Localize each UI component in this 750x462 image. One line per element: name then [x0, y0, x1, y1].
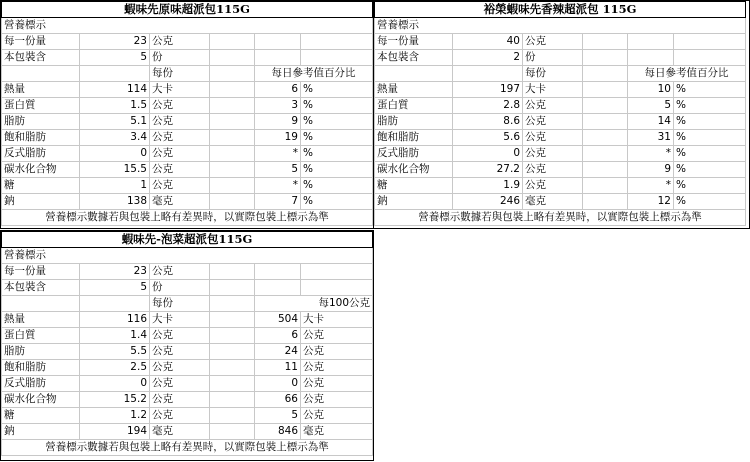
- nutrition-panel-spicy: [374, 1, 746, 226]
- col-per-serving: 每份: [150, 66, 210, 82]
- serving-value: 40: [453, 34, 523, 50]
- footnote: 營養標示數據若與包裝上略有差異時，以實際包裝上標示為準: [2, 440, 373, 456]
- table-row: 蛋白質 2.8 公克 5 %: [375, 98, 746, 114]
- footnote: 營養標示數據若與包裝上略有差異時，以實際包裝上標示為準: [375, 210, 746, 226]
- table-row: 碳水化合物 15.5 公克 5 %: [2, 162, 373, 178]
- table-row: 碳水化合物 27.2 公克 9 %: [375, 162, 746, 178]
- table-title: 蝦味先原味超派包115G: [2, 2, 373, 18]
- table-row: 脂肪 5.1 公克 9 %: [2, 114, 373, 130]
- nutrition-table: [1, 231, 373, 456]
- table-row: 脂肪 8.6 公克 14 %: [375, 114, 746, 130]
- serving-unit: 公克: [150, 34, 210, 50]
- table-title: 裕榮蝦味先香辣超派包 115G: [375, 2, 746, 18]
- serving-label: 每一份量: [2, 264, 80, 280]
- serving-unit: 公克: [523, 34, 583, 50]
- section-heading: 營養標示: [2, 18, 373, 34]
- section-heading: 營養標示: [375, 18, 746, 34]
- servings-unit: 份: [523, 50, 583, 66]
- table-row: 糖 1.9 公克 * %: [375, 178, 746, 194]
- servings-value: 5: [80, 280, 150, 296]
- col-reference: 每100公克: [255, 296, 373, 312]
- servings-value: 2: [453, 50, 523, 66]
- nutrition-table: [1, 1, 373, 226]
- table-row: 熱量 116 大卡 504 大卡: [2, 312, 373, 328]
- servings-label: 本包裝含: [2, 50, 80, 66]
- serving-value: 23: [80, 34, 150, 50]
- servings-value: 5: [80, 50, 150, 66]
- table-row: 糖 1 公克 * %: [2, 178, 373, 194]
- table-row: 反式脂肪 0 公克 0 公克: [2, 376, 373, 392]
- serving-label: 每一份量: [375, 34, 453, 50]
- servings-label: 本包裝含: [375, 50, 453, 66]
- section-heading: 營養標示: [2, 248, 373, 264]
- table-row: 飽和脂肪 3.4 公克 19 %: [2, 130, 373, 146]
- col-reference: 每日參考值百分比: [255, 66, 373, 82]
- table-row: 熱量 114 大卡 6 %: [2, 82, 373, 98]
- serving-value: 23: [80, 264, 150, 280]
- nutrition-panel-original: [1, 1, 373, 226]
- table-row: 反式脂肪 0 公克 * %: [2, 146, 373, 162]
- table-row: 碳水化合物 15.2 公克 66 公克: [2, 392, 373, 408]
- footnote: 營養標示數據若與包裝上略有差異時，以實際包裝上標示為準: [2, 210, 373, 226]
- table-row: 脂肪 5.5 公克 24 公克: [2, 344, 373, 360]
- nutrition-table: [374, 1, 746, 226]
- col-reference: 每日參考值百分比: [628, 66, 746, 82]
- table-row: 反式脂肪 0 公克 * %: [375, 146, 746, 162]
- table-row: 飽和脂肪 2.5 公克 11 公克: [2, 360, 373, 376]
- table-row: 糖 1.2 公克 5 公克: [2, 408, 373, 424]
- nutrition-panel-kimchi: [1, 231, 373, 456]
- table-row: 飽和脂肪 5.6 公克 31 %: [375, 130, 746, 146]
- table-row: 鈉 246 毫克 12 %: [375, 194, 746, 210]
- serving-unit: 公克: [150, 264, 210, 280]
- table-row: 鈉 138 毫克 7 %: [2, 194, 373, 210]
- table-row: 鈉 194 毫克 846 毫克: [2, 424, 373, 440]
- table-title: 蝦味先-泡菜超派包115G: [2, 232, 373, 248]
- table-row: 蛋白質 1.4 公克 6 公克: [2, 328, 373, 344]
- table-row: 熱量 197 大卡 10 %: [375, 82, 746, 98]
- table-row: 蛋白質 1.5 公克 3 %: [2, 98, 373, 114]
- servings-unit: 份: [150, 50, 210, 66]
- servings-unit: 份: [150, 280, 210, 296]
- col-per-serving: 每份: [150, 296, 210, 312]
- serving-label: 每一份量: [2, 34, 80, 50]
- servings-label: 本包裝含: [2, 280, 80, 296]
- col-per-serving: 每份: [523, 66, 583, 82]
